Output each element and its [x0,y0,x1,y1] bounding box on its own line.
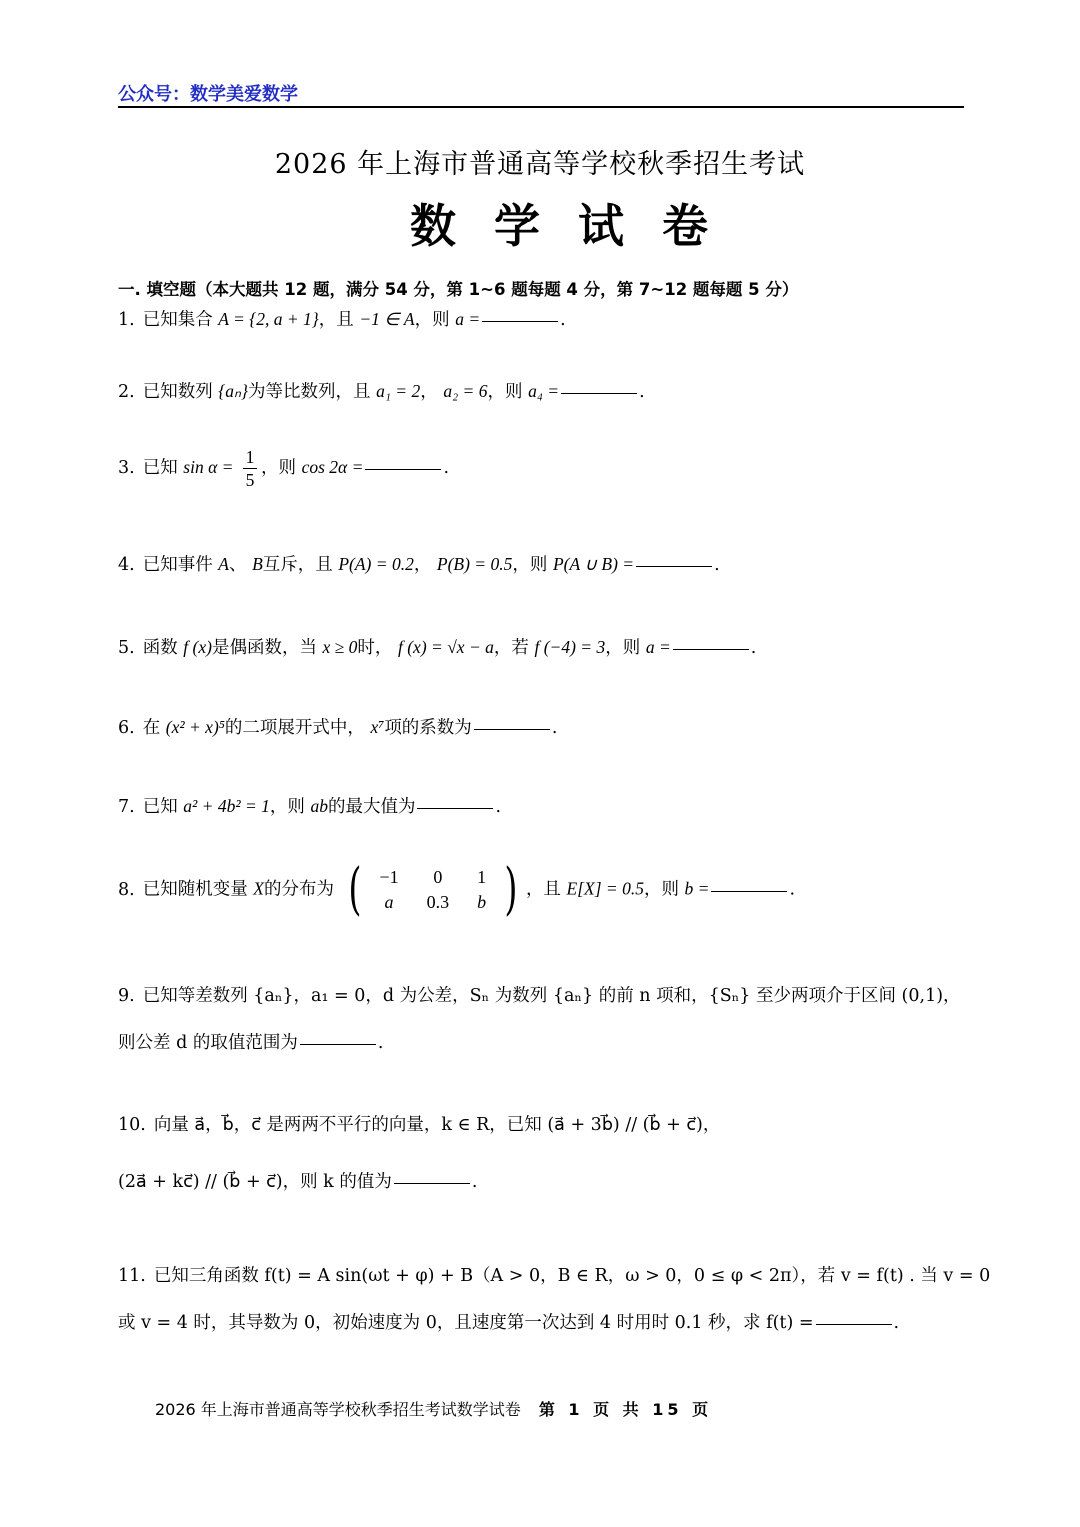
answer-blank [673,649,749,650]
page-footer [155,1397,712,1420]
question-10-line-1: 10. 向量 a⃗，b⃗，c⃗ 是两两不平行的向量，k ∈ R，已知 (a⃗ + 3b⃗) // (b⃗ + c⃗)， [118,1115,721,1135]
section-heading: 一. 填空题（本大题共 12 题，满分 54 分，第 1~6 题每题 4 分，第 7~12 题每题 5 分） [118,280,799,299]
exam-title: 2026 年上海市普通高等学校秋季招生考试 [274,149,806,180]
answer-blank [816,1324,892,1325]
distribution-matrix: ( −1 0 1 a 0.3 b ) [347,857,518,922]
question-8: 8. 已知随机变量 X的分布为 ( −1 0 1 a 0.3 b ) ，且 E[X] = 0.5，则 b = . [118,857,796,922]
question-11-line-2: 或 v = 4 时，其导数为 0，初始速度为 0，且速度第一次达到 4 时用时 0.1 秒，求 f(t) = . [118,1313,900,1333]
answer-blank [417,808,493,809]
question-2: 2. 已知数列 {aₙ}为等比数列，且 a₁ = 2， a₂ = 6，则 a₄ = . [118,381,645,402]
question-6: 6. 在 (x² + x)⁵的二项展开式中， x⁷项的系数为 . [118,717,558,738]
answer-blank [561,393,637,394]
answer-blank [474,729,550,730]
fraction: $\frac{1}{5}$ [243,446,257,491]
page-number: 第 1 页 共 15 页 [538,1400,713,1419]
question-4: 4. 已知事件 A、 B互斥，且 P(A) = 0.2， P(B) = 0.5，则 P(A ∪ B) = . [118,554,720,575]
question-11-line-1: 11. 已知三角函数 f(t) = A sin(ωt + φ) + B（A > 0，B ∈ R，ω > 0，0 ≤ φ < 2π），若 v = f(t) . 当 v = 0 [118,1266,991,1286]
question-7: 7. 已知 a² + 4b² = 1，则 ab的最大值为 . [118,796,502,817]
question-5: 5. 函数 f (x)是偶函数，当 x ≥ 0时， f (x) = √x − a，若 f (−4) = 3，则 a = . [118,637,757,658]
answer-blank [365,469,441,470]
answer-blank [394,1183,470,1184]
answer-blank [300,1044,376,1045]
answer-blank [636,566,712,567]
paper-title: 数学试卷 [410,199,746,253]
question-10-line-2: (2a⃗ + kc⃗) // (b⃗ + c⃗)，则 k 的值为 . [118,1172,478,1192]
answer-blank [711,891,787,892]
question-1: 1. 已知集合 A = {2, a + 1}，且 −1 ∈ A，则 a = . [118,309,566,330]
question-9-line-1: 9. 已知等差数列 {aₙ}，a₁ = 0，d 为公差，Sₙ 为数列 {aₙ} 的前 n 项和，{Sₙ} 至少两项介于区间 (0,1)， [118,986,961,1006]
question-9-line-2: 则公差 d 的取值范围为 . [118,1033,384,1053]
question-3: 3. 已知 sin α = $\frac{1}{5}$ ，则 cos 2α = . [118,447,450,490]
header-brand: 公众号：数学美爱数学 [118,84,298,105]
footer-exam-name: 2026 年上海市普通高等学校秋季招生考试数学试卷 [155,1400,521,1419]
answer-blank [482,321,558,322]
header-divider [118,106,964,108]
